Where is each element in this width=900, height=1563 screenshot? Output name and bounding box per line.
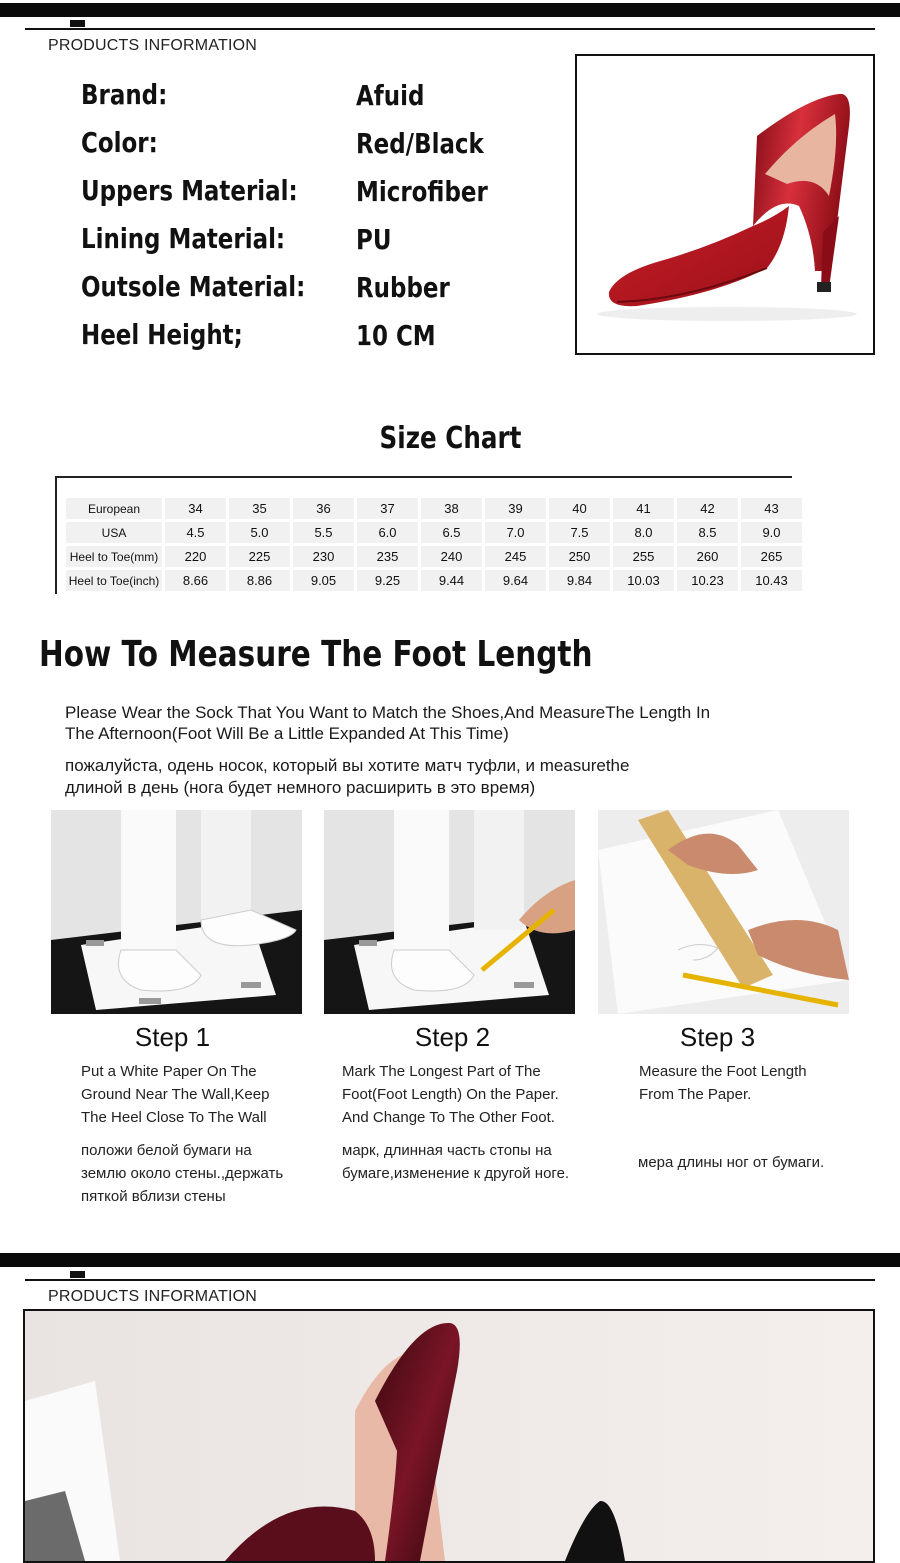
size-cell: 9.84 [549,570,610,591]
size-chart-title-wrap [0,421,900,456]
step-3-ru-1: мера длины ног от бумаги. [638,1154,825,1171]
size-cell: 5.5 [293,522,354,543]
step-2-en-2: Foot(Foot Length) On the Paper. [342,1086,559,1103]
section-label: PRODUCTS INFORMATION [48,37,258,54]
bottom-header-rule [25,1279,875,1281]
size-cell: 41 [613,498,674,519]
lining-value: PU [356,223,392,256]
uppers-label: Uppers Material: [81,174,298,207]
outsole-value: Rubber [356,271,450,304]
size-row-heel-to-toe-mm [66,546,802,567]
size-cell: 4.5 [165,522,226,543]
step-2-en-3: And Change To The Other Foot. [342,1109,555,1126]
heel-height-label: Heel Height; [81,318,243,351]
product-photo [575,54,875,355]
bottom-section-label: PRODUCTS INFORMATION [48,1288,258,1305]
size-cell: 9.0 [741,522,802,543]
intro-ru-line-1: пожалуйста, одень носок, который вы хотите матч туфли, и measurethe [65,756,630,775]
size-cell: 7.0 [485,522,546,543]
size-cell: 5.0 [229,522,290,543]
step-1-title: Step 1 [134,1022,211,1052]
intro-en-line-1: Please Wear the Sock That You Want to Match the Shoes,And MeasureThe Length In [65,703,711,722]
size-chart-top-rule [55,476,792,478]
size-cell: 260 [677,546,738,567]
size-cell: 230 [293,546,354,567]
size-cell: 6.0 [357,522,418,543]
step-3-en-1: Measure the Foot Length [639,1063,807,1080]
heel-height-value: 10 CM [356,319,436,352]
color-value: Red/Black [356,127,484,160]
step-1-en-1: Put a White Paper On The [81,1063,257,1080]
size-cell: 37 [357,498,418,519]
header-tab-marker [70,20,85,27]
size-cell: 38 [421,498,482,519]
size-cell: 8.5 [677,522,738,543]
red-pump-illustration [577,56,873,353]
size-cell: 40 [549,498,610,519]
size-cell: 9.25 [357,570,418,591]
size-cell: 10.03 [613,570,674,591]
size-cell: 35 [229,498,290,519]
header-rule [25,28,875,30]
size-row-heel-to-toe-inch [66,570,802,591]
step-1-ru-3: пяткой вблизи стены [81,1188,226,1205]
size-chart-table [63,495,805,594]
step-2-en-1: Mark The Longest Part of The [342,1063,541,1080]
size-cell: 220 [165,546,226,567]
uppers-value: Microfiber [356,175,488,208]
step-2-ru-1: марк, длинная часть стопы на [342,1142,552,1159]
lining-label: Lining Material: [81,222,286,255]
measure-title: How To Measure The Foot Length [39,634,593,675]
step-1-ru-1: положи белой бумаги на [81,1142,252,1159]
size-cell: 8.86 [229,570,290,591]
size-cell: 245 [485,546,546,567]
step-2-title: Step 2 [414,1022,491,1052]
size-row-header: USA [66,522,162,543]
size-cell: 9.44 [421,570,482,591]
size-cell: 8.0 [613,522,674,543]
step-1-photo [51,810,302,1014]
size-cell: 9.64 [485,570,546,591]
size-cell: 7.5 [549,522,610,543]
size-cell: 9.05 [293,570,354,591]
size-cell: 225 [229,546,290,567]
intro-ru-line-2: длиной в день (нога будет немного расширить в это время) [65,778,536,797]
size-row-header: Heel to Toe(inch) [66,570,162,591]
step-2-ru-2: бумаге,изменение к другой ноге. [342,1165,570,1182]
step-1-en-3: The Heel Close To The Wall [81,1109,267,1126]
size-cell: 39 [485,498,546,519]
size-cell: 42 [677,498,738,519]
size-cell: 265 [741,546,802,567]
bottom-header-tab-marker [70,1271,85,1278]
size-cell: 235 [357,546,418,567]
size-row-usa [66,522,802,543]
size-row-header: Heel to Toe(mm) [66,546,162,567]
color-label: Color: [81,126,158,159]
size-chart-title: Size Chart [379,421,521,456]
size-row-header: European [66,498,162,519]
size-cell: 255 [613,546,674,567]
step-2-photo [324,810,575,1014]
size-cell: 6.5 [421,522,482,543]
bottom-black-bar [0,1253,900,1267]
size-cell: 43 [741,498,802,519]
size-cell: 8.66 [165,570,226,591]
brand-label: Brand: [81,78,168,111]
step-3-photo [598,810,849,1014]
size-cell: 240 [421,546,482,567]
step-3-title: Step 3 [679,1022,756,1052]
size-cell: 250 [549,546,610,567]
bottom-product-photo [23,1309,875,1563]
size-cell: 10.43 [741,570,802,591]
brand-value: Afuid [356,79,425,112]
step-1-ru-2: землю около стены.,держать [81,1165,284,1182]
size-cell: 36 [293,498,354,519]
size-row-european [66,498,802,519]
top-black-bar [0,3,900,17]
intro-en-line-2: The Afternoon(Foot Will Be a Little Expanded At This Time) [65,724,509,743]
size-cell: 10.23 [677,570,738,591]
size-chart-left-rule [55,477,57,594]
step-1-en-2: Ground Near The Wall,Keep [81,1086,270,1103]
size-cell: 34 [165,498,226,519]
outsole-label: Outsole Material: [81,270,306,303]
step-3-en-2: From The Paper. [639,1086,752,1103]
